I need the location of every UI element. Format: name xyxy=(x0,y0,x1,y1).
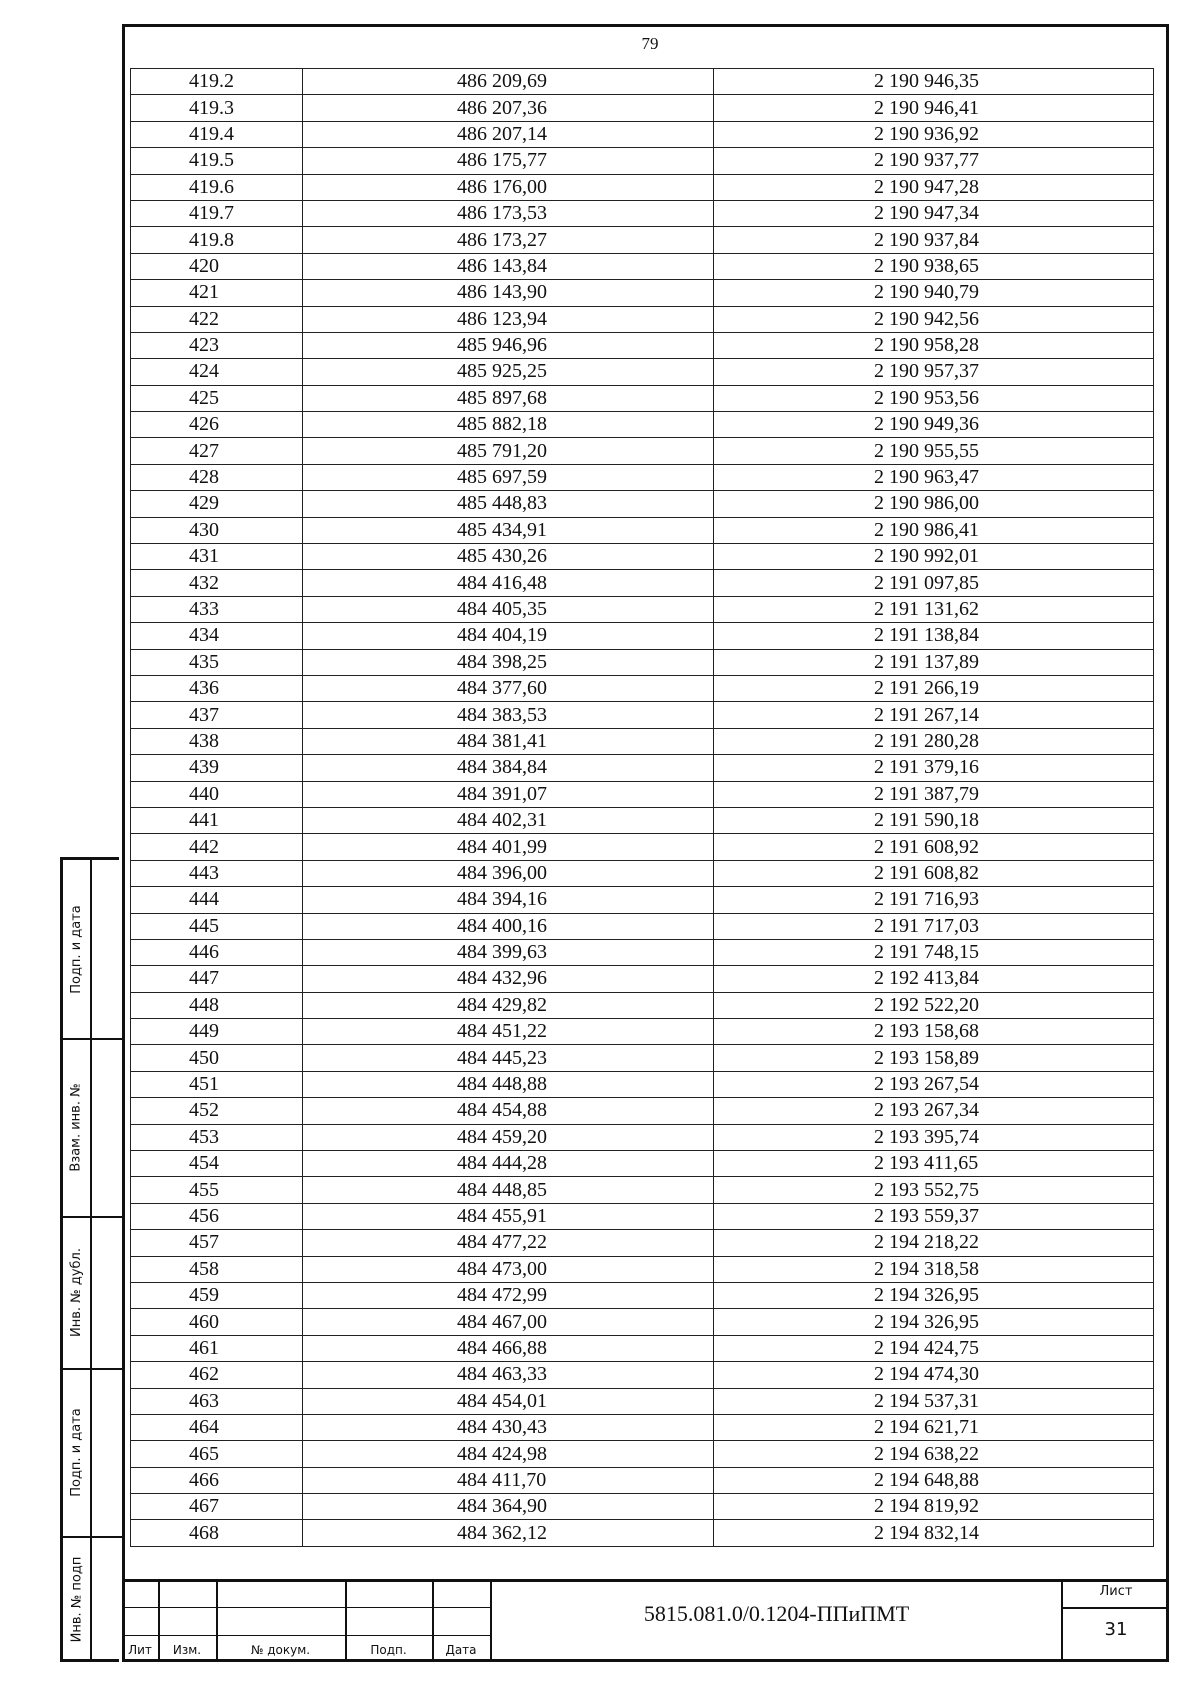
y-coordinate-cell: 2 193 267,54 xyxy=(714,1071,1154,1097)
table-row xyxy=(131,200,1154,226)
table-row xyxy=(131,860,1154,886)
y-coordinate-cell: 2 193 411,65 xyxy=(714,1151,1154,1177)
point-number-cell: 468 xyxy=(131,1520,303,1546)
y-coordinate-cell: 2 191 266,19 xyxy=(714,675,1154,701)
point-number-cell: 451 xyxy=(131,1071,303,1097)
table-row xyxy=(131,623,1154,649)
page-number: 79 xyxy=(641,34,659,53)
y-coordinate-cell: 2 191 138,84 xyxy=(714,623,1154,649)
table-row xyxy=(131,1151,1154,1177)
point-number-cell: 456 xyxy=(131,1203,303,1229)
y-coordinate-cell: 2 190 937,77 xyxy=(714,148,1154,174)
point-number-cell: 452 xyxy=(131,1098,303,1124)
y-coordinate-cell: 2 191 590,18 xyxy=(714,807,1154,833)
x-coordinate-cell: 486 207,36 xyxy=(303,95,714,121)
point-number-cell: 441 xyxy=(131,807,303,833)
x-coordinate-cell: 486 173,53 xyxy=(303,200,714,226)
x-coordinate-cell: 484 398,25 xyxy=(303,649,714,675)
y-coordinate-cell: 2 191 137,89 xyxy=(714,649,1154,675)
side-stamp-label: Подп. и дата xyxy=(69,1407,84,1497)
point-number-cell: 437 xyxy=(131,702,303,728)
table-row xyxy=(131,1388,1154,1414)
y-coordinate-cell: 2 190 963,47 xyxy=(714,464,1154,490)
point-number-cell: 419.8 xyxy=(131,227,303,253)
x-coordinate-cell: 484 384,84 xyxy=(303,755,714,781)
x-coordinate-cell: 485 430,26 xyxy=(303,544,714,570)
y-coordinate-cell: 2 190 947,28 xyxy=(714,174,1154,200)
y-coordinate-cell: 2 193 158,89 xyxy=(714,1045,1154,1071)
sheet-cell-divider xyxy=(1061,1607,1169,1609)
x-coordinate-cell: 484 381,41 xyxy=(303,728,714,754)
y-coordinate-cell: 2 190 940,79 xyxy=(714,280,1154,306)
point-number-cell: 419.2 xyxy=(131,69,303,95)
point-number-cell: 449 xyxy=(131,1019,303,1045)
x-coordinate-cell: 485 697,59 xyxy=(303,464,714,490)
point-number-cell: 443 xyxy=(131,860,303,886)
point-number-cell: 461 xyxy=(131,1335,303,1361)
point-number-cell: 419.3 xyxy=(131,95,303,121)
point-number-cell: 422 xyxy=(131,306,303,332)
table-row xyxy=(131,649,1154,675)
x-coordinate-cell: 484 377,60 xyxy=(303,675,714,701)
y-coordinate-cell: 2 190 946,41 xyxy=(714,95,1154,121)
point-number-cell: 459 xyxy=(131,1282,303,1308)
x-coordinate-cell: 484 459,20 xyxy=(303,1124,714,1150)
x-coordinate-cell: 484 445,23 xyxy=(303,1045,714,1071)
table-row xyxy=(131,253,1154,279)
table-row xyxy=(131,464,1154,490)
sheet-number: 31 xyxy=(1104,1619,1128,1640)
point-number-cell: 439 xyxy=(131,755,303,781)
side-stamp-label: Инв. № дубл. xyxy=(69,1247,85,1337)
point-number-cell: 458 xyxy=(131,1256,303,1282)
coordinates-table-body xyxy=(131,69,1154,1547)
y-coordinate-cell: 2 191 097,85 xyxy=(714,570,1154,596)
x-coordinate-cell: 484 416,48 xyxy=(303,570,714,596)
point-number-cell: 462 xyxy=(131,1362,303,1388)
point-number-cell: 421 xyxy=(131,280,303,306)
x-coordinate-cell: 486 123,94 xyxy=(303,306,714,332)
x-coordinate-cell: 485 882,18 xyxy=(303,412,714,438)
y-coordinate-cell: 2 194 326,95 xyxy=(714,1282,1154,1308)
y-coordinate-cell: 2 190 946,35 xyxy=(714,69,1154,95)
table-row xyxy=(131,148,1154,174)
x-coordinate-cell: 484 467,00 xyxy=(303,1309,714,1335)
x-coordinate-cell: 486 176,00 xyxy=(303,174,714,200)
point-number-cell: 427 xyxy=(131,438,303,464)
y-coordinate-cell: 2 194 648,88 xyxy=(714,1467,1154,1493)
column-label-izm: Изм. xyxy=(172,1643,202,1657)
table-row xyxy=(131,807,1154,833)
point-number-cell: 426 xyxy=(131,412,303,438)
table-row xyxy=(131,1309,1154,1335)
x-coordinate-cell: 486 143,90 xyxy=(303,280,714,306)
table-row xyxy=(131,1282,1154,1308)
x-coordinate-cell: 484 454,88 xyxy=(303,1098,714,1124)
y-coordinate-cell: 2 193 395,74 xyxy=(714,1124,1154,1150)
table-row xyxy=(131,675,1154,701)
x-coordinate-cell: 484 391,07 xyxy=(303,781,714,807)
column-label-signature: Подп. xyxy=(370,1643,407,1657)
y-coordinate-cell: 2 190 942,56 xyxy=(714,306,1154,332)
title-block-top-line xyxy=(122,1579,1169,1582)
point-number-cell: 428 xyxy=(131,464,303,490)
table-row xyxy=(131,939,1154,965)
table-row xyxy=(131,596,1154,622)
table-row xyxy=(131,306,1154,332)
point-number-cell: 444 xyxy=(131,887,303,913)
x-coordinate-cell: 485 434,91 xyxy=(303,517,714,543)
x-coordinate-cell: 484 396,00 xyxy=(303,860,714,886)
y-coordinate-cell: 2 190 936,92 xyxy=(714,121,1154,147)
x-coordinate-cell: 486 173,27 xyxy=(303,227,714,253)
table-row xyxy=(131,728,1154,754)
table-row xyxy=(131,834,1154,860)
point-number-cell: 431 xyxy=(131,544,303,570)
side-stamp-cell xyxy=(63,1216,90,1368)
table-row xyxy=(131,702,1154,728)
point-number-cell: 464 xyxy=(131,1414,303,1440)
point-number-cell: 435 xyxy=(131,649,303,675)
y-coordinate-cell: 2 193 559,37 xyxy=(714,1203,1154,1229)
y-coordinate-cell: 2 190 949,36 xyxy=(714,412,1154,438)
side-stamp-label: Взам. инв. № xyxy=(69,1082,85,1172)
coordinates-table xyxy=(130,68,1154,1547)
table-row xyxy=(131,1098,1154,1124)
x-coordinate-cell: 484 477,22 xyxy=(303,1230,714,1256)
side-stamp-cell xyxy=(63,1038,90,1216)
y-coordinate-cell: 2 190 957,37 xyxy=(714,359,1154,385)
table-row xyxy=(131,1362,1154,1388)
x-coordinate-cell: 484 473,00 xyxy=(303,1256,714,1282)
point-number-cell: 420 xyxy=(131,253,303,279)
y-coordinate-cell: 2 191 717,03 xyxy=(714,913,1154,939)
table-row xyxy=(131,227,1154,253)
x-coordinate-cell: 486 175,77 xyxy=(303,148,714,174)
table-row xyxy=(131,755,1154,781)
x-coordinate-cell: 485 791,20 xyxy=(303,438,714,464)
table-row xyxy=(131,1256,1154,1282)
y-coordinate-cell: 2 190 947,34 xyxy=(714,200,1154,226)
y-coordinate-cell: 2 192 413,84 xyxy=(714,966,1154,992)
point-number-cell: 446 xyxy=(131,939,303,965)
table-row xyxy=(131,1203,1154,1229)
x-coordinate-cell: 484 472,99 xyxy=(303,1282,714,1308)
y-coordinate-cell: 2 194 832,14 xyxy=(714,1520,1154,1546)
y-coordinate-cell: 2 193 552,75 xyxy=(714,1177,1154,1203)
document-code: 5815.081.0/0.1204-ППиПМТ xyxy=(643,1601,910,1626)
x-coordinate-cell: 484 466,88 xyxy=(303,1335,714,1361)
point-number-cell: 432 xyxy=(131,570,303,596)
y-coordinate-cell: 2 191 716,93 xyxy=(714,887,1154,913)
x-coordinate-cell: 486 209,69 xyxy=(303,69,714,95)
point-number-cell: 419.6 xyxy=(131,174,303,200)
y-coordinate-cell: 2 193 158,68 xyxy=(714,1019,1154,1045)
x-coordinate-cell: 484 404,19 xyxy=(303,623,714,649)
y-coordinate-cell: 2 191 267,14 xyxy=(714,702,1154,728)
table-row xyxy=(131,174,1154,200)
x-coordinate-cell: 484 405,35 xyxy=(303,596,714,622)
x-coordinate-cell: 486 143,84 xyxy=(303,253,714,279)
x-coordinate-cell: 484 429,82 xyxy=(303,992,714,1018)
table-row xyxy=(131,1467,1154,1493)
table-row xyxy=(131,1414,1154,1440)
point-number-cell: 442 xyxy=(131,834,303,860)
side-stamp-label: Подп. и дата xyxy=(69,904,84,994)
table-row xyxy=(131,1494,1154,1520)
point-number-cell: 455 xyxy=(131,1177,303,1203)
point-number-cell: 436 xyxy=(131,675,303,701)
x-coordinate-cell: 484 411,70 xyxy=(303,1467,714,1493)
y-coordinate-cell: 2 193 267,34 xyxy=(714,1098,1154,1124)
y-coordinate-cell: 2 191 379,16 xyxy=(714,755,1154,781)
y-coordinate-cell: 2 194 537,31 xyxy=(714,1388,1154,1414)
point-number-cell: 419.5 xyxy=(131,148,303,174)
y-coordinate-cell: 2 194 474,30 xyxy=(714,1362,1154,1388)
table-row xyxy=(131,1335,1154,1361)
point-number-cell: 447 xyxy=(131,966,303,992)
point-number-cell: 419.4 xyxy=(131,121,303,147)
point-number-cell: 433 xyxy=(131,596,303,622)
point-number-cell: 429 xyxy=(131,491,303,517)
point-number-cell: 438 xyxy=(131,728,303,754)
y-coordinate-cell: 2 194 819,92 xyxy=(714,1494,1154,1520)
x-coordinate-cell: 484 448,85 xyxy=(303,1177,714,1203)
x-coordinate-cell: 485 897,68 xyxy=(303,385,714,411)
y-coordinate-cell: 2 194 326,95 xyxy=(714,1309,1154,1335)
side-stamp-cell xyxy=(63,860,90,1038)
side-stamp-cell xyxy=(63,1536,90,1662)
point-number-cell: 440 xyxy=(131,781,303,807)
y-coordinate-cell: 2 191 280,28 xyxy=(714,728,1154,754)
point-number-cell: 453 xyxy=(131,1124,303,1150)
y-coordinate-cell: 2 194 424,75 xyxy=(714,1335,1154,1361)
x-coordinate-cell: 484 424,98 xyxy=(303,1441,714,1467)
point-number-cell: 419.7 xyxy=(131,200,303,226)
x-coordinate-cell: 484 383,53 xyxy=(303,702,714,728)
x-coordinate-cell: 484 401,99 xyxy=(303,834,714,860)
table-row xyxy=(131,544,1154,570)
sheet-label: Лист xyxy=(1099,1584,1133,1599)
x-coordinate-cell: 484 454,01 xyxy=(303,1388,714,1414)
x-coordinate-cell: 484 432,96 xyxy=(303,966,714,992)
table-row xyxy=(131,385,1154,411)
table-row xyxy=(131,517,1154,543)
point-number-cell: 448 xyxy=(131,992,303,1018)
y-coordinate-cell: 2 192 522,20 xyxy=(714,992,1154,1018)
x-coordinate-cell: 485 925,25 xyxy=(303,359,714,385)
table-row xyxy=(131,913,1154,939)
point-number-cell: 465 xyxy=(131,1441,303,1467)
column-label-lit: Лит xyxy=(128,1643,152,1657)
point-number-cell: 430 xyxy=(131,517,303,543)
table-row xyxy=(131,280,1154,306)
y-coordinate-cell: 2 191 608,92 xyxy=(714,834,1154,860)
table-row xyxy=(131,1177,1154,1203)
title-block-row-line xyxy=(122,1635,490,1636)
x-coordinate-cell: 484 448,88 xyxy=(303,1071,714,1097)
y-coordinate-cell: 2 190 992,01 xyxy=(714,544,1154,570)
x-coordinate-cell: 484 394,16 xyxy=(303,887,714,913)
table-row xyxy=(131,359,1154,385)
point-number-cell: 450 xyxy=(131,1045,303,1071)
table-row xyxy=(131,570,1154,596)
x-coordinate-cell: 484 451,22 xyxy=(303,1019,714,1045)
y-coordinate-cell: 2 194 218,22 xyxy=(714,1230,1154,1256)
point-number-cell: 423 xyxy=(131,332,303,358)
table-row xyxy=(131,887,1154,913)
y-coordinate-cell: 2 190 937,84 xyxy=(714,227,1154,253)
y-coordinate-cell: 2 190 958,28 xyxy=(714,332,1154,358)
x-coordinate-cell: 485 946,96 xyxy=(303,332,714,358)
point-number-cell: 460 xyxy=(131,1309,303,1335)
table-row xyxy=(131,1230,1154,1256)
table-row xyxy=(131,332,1154,358)
table-row xyxy=(131,69,1154,95)
table-row xyxy=(131,438,1154,464)
y-coordinate-cell: 2 190 955,55 xyxy=(714,438,1154,464)
x-coordinate-cell: 484 364,90 xyxy=(303,1494,714,1520)
point-number-cell: 463 xyxy=(131,1388,303,1414)
table-row xyxy=(131,95,1154,121)
y-coordinate-cell: 2 191 387,79 xyxy=(714,781,1154,807)
x-coordinate-cell: 484 444,28 xyxy=(303,1151,714,1177)
title-block xyxy=(122,1579,1169,1662)
y-coordinate-cell: 2 194 638,22 xyxy=(714,1441,1154,1467)
y-coordinate-cell: 2 194 621,71 xyxy=(714,1414,1154,1440)
table-row xyxy=(131,1071,1154,1097)
y-coordinate-cell: 2 191 131,62 xyxy=(714,596,1154,622)
side-stamp-label: Инв. № подп xyxy=(69,1556,84,1642)
point-number-cell: 425 xyxy=(131,385,303,411)
point-number-cell: 434 xyxy=(131,623,303,649)
table-row xyxy=(131,1124,1154,1150)
x-coordinate-cell: 484 362,12 xyxy=(303,1520,714,1546)
point-number-cell: 445 xyxy=(131,913,303,939)
side-stamp-divider xyxy=(90,860,92,1659)
y-coordinate-cell: 2 190 986,41 xyxy=(714,517,1154,543)
point-number-cell: 466 xyxy=(131,1467,303,1493)
y-coordinate-cell: 2 190 986,00 xyxy=(714,491,1154,517)
table-row xyxy=(131,966,1154,992)
x-coordinate-cell: 484 400,16 xyxy=(303,913,714,939)
x-coordinate-cell: 484 463,33 xyxy=(303,1362,714,1388)
table-row xyxy=(131,491,1154,517)
y-coordinate-cell: 2 191 608,82 xyxy=(714,860,1154,886)
y-coordinate-cell: 2 190 938,65 xyxy=(714,253,1154,279)
y-coordinate-cell: 2 190 953,56 xyxy=(714,385,1154,411)
column-label-date: Дата xyxy=(445,1643,477,1657)
title-block-row-line xyxy=(122,1607,490,1608)
table-row xyxy=(131,1520,1154,1546)
table-row xyxy=(131,1441,1154,1467)
y-coordinate-cell: 2 191 748,15 xyxy=(714,939,1154,965)
x-coordinate-cell: 484 402,31 xyxy=(303,807,714,833)
point-number-cell: 467 xyxy=(131,1494,303,1520)
x-coordinate-cell: 484 399,63 xyxy=(303,939,714,965)
table-row xyxy=(131,412,1154,438)
point-number-cell: 454 xyxy=(131,1151,303,1177)
table-row xyxy=(131,781,1154,807)
column-label-doc-number: № докум. xyxy=(250,1643,311,1657)
y-coordinate-cell: 2 194 318,58 xyxy=(714,1256,1154,1282)
table-row xyxy=(131,1019,1154,1045)
table-row xyxy=(131,992,1154,1018)
x-coordinate-cell: 486 207,14 xyxy=(303,121,714,147)
x-coordinate-cell: 484 455,91 xyxy=(303,1203,714,1229)
point-number-cell: 424 xyxy=(131,359,303,385)
side-stamp xyxy=(60,857,119,1662)
title-block-divider xyxy=(1061,1579,1063,1662)
x-coordinate-cell: 485 448,83 xyxy=(303,491,714,517)
table-row xyxy=(131,1045,1154,1071)
point-number-cell: 457 xyxy=(131,1230,303,1256)
x-coordinate-cell: 484 430,43 xyxy=(303,1414,714,1440)
table-row xyxy=(131,121,1154,147)
side-stamp-cell xyxy=(63,1368,90,1536)
